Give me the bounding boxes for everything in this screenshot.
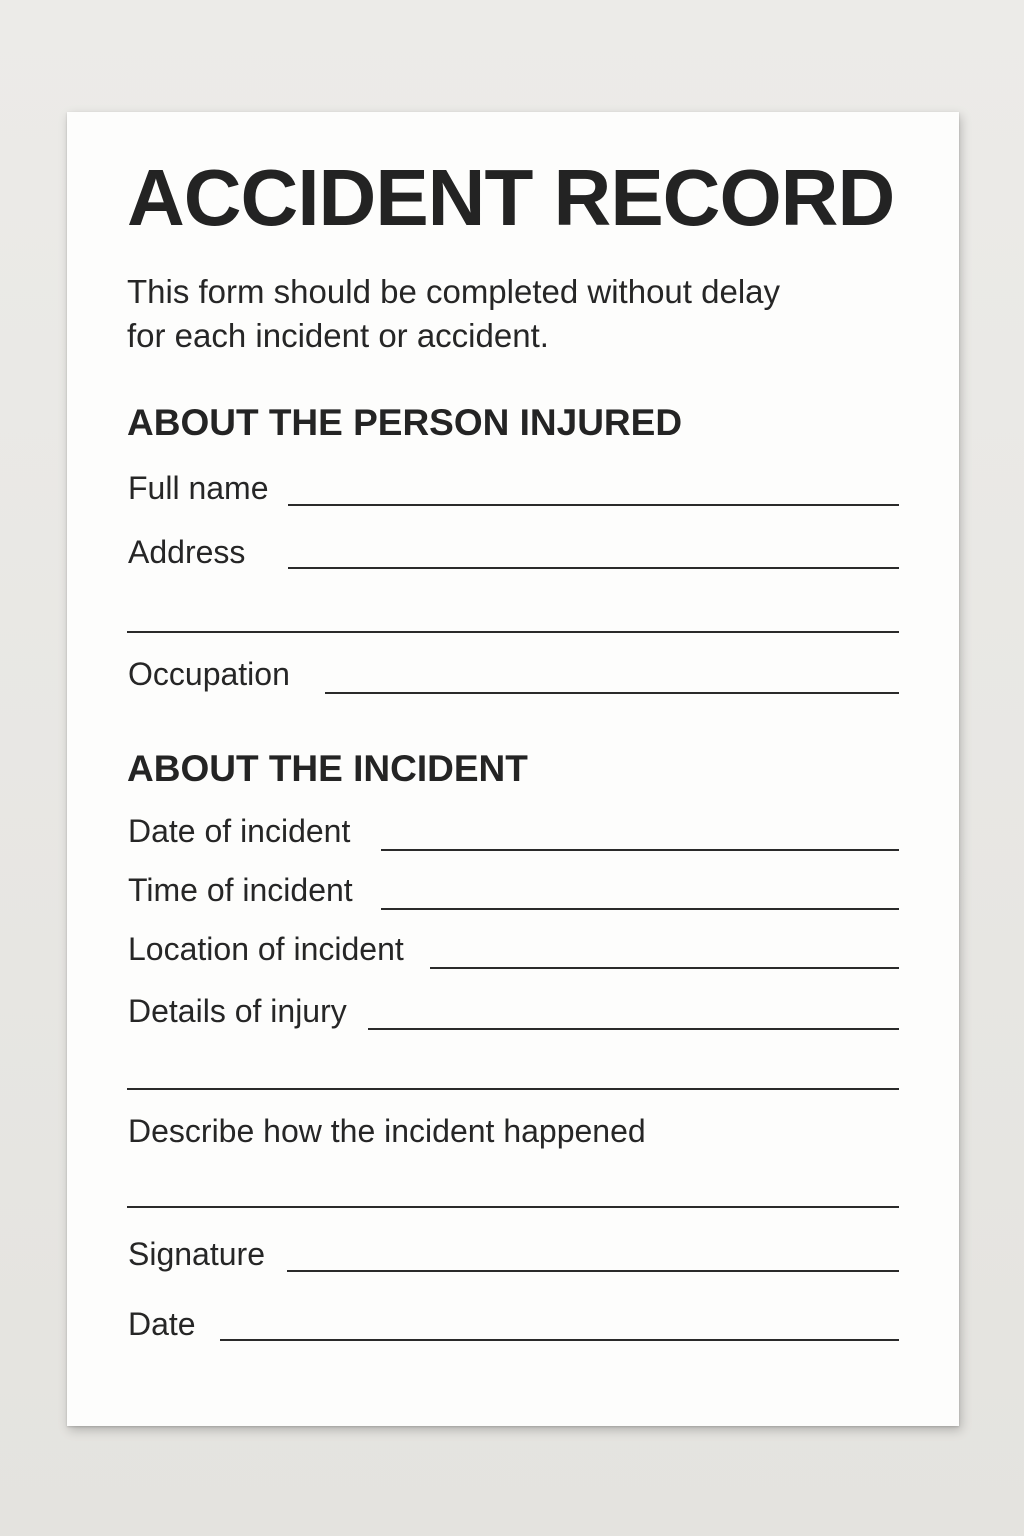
- time-of-incident-label: Time of incident: [128, 872, 353, 908]
- address-field-line-2[interactable]: [127, 631, 899, 633]
- location-of-incident-field[interactable]: [430, 967, 899, 969]
- details-of-injury-field-line-2[interactable]: [127, 1088, 899, 1090]
- instructions-line-1: This form should be completed without delay: [127, 273, 781, 310]
- describe-incident-label: Describe how the incident happened: [128, 1113, 646, 1149]
- sign-date-label: Date: [128, 1306, 196, 1342]
- address-field-line-1[interactable]: [288, 567, 899, 569]
- details-of-injury-label: Details of injury: [128, 993, 347, 1029]
- full-name-field[interactable]: [288, 504, 899, 506]
- full-name-label: Full name: [128, 470, 269, 506]
- occupation-label: Occupation: [128, 656, 290, 692]
- section-heading-person-injured: ABOUT THE PERSON INJURED: [127, 402, 683, 443]
- section-heading-incident: ABOUT THE INCIDENT: [127, 748, 528, 789]
- details-of-injury-field-line-1[interactable]: [368, 1028, 899, 1030]
- describe-incident-field[interactable]: [127, 1206, 899, 1208]
- instructions-line-2: for each incident or accident.: [127, 317, 549, 354]
- form-instructions: [127, 270, 780, 358]
- location-of-incident-label: Location of incident: [128, 931, 404, 967]
- address-label: Address: [128, 534, 246, 570]
- sign-date-field[interactable]: [220, 1339, 899, 1341]
- signature-field[interactable]: [287, 1270, 899, 1272]
- date-of-incident-label: Date of incident: [128, 813, 351, 849]
- date-of-incident-field[interactable]: [381, 849, 899, 851]
- accident-record-form: [67, 112, 959, 1426]
- time-of-incident-field[interactable]: [381, 908, 899, 910]
- occupation-field[interactable]: [325, 692, 899, 694]
- form-title: ACCIDENT RECORD: [127, 153, 895, 242]
- signature-label: Signature: [128, 1236, 265, 1272]
